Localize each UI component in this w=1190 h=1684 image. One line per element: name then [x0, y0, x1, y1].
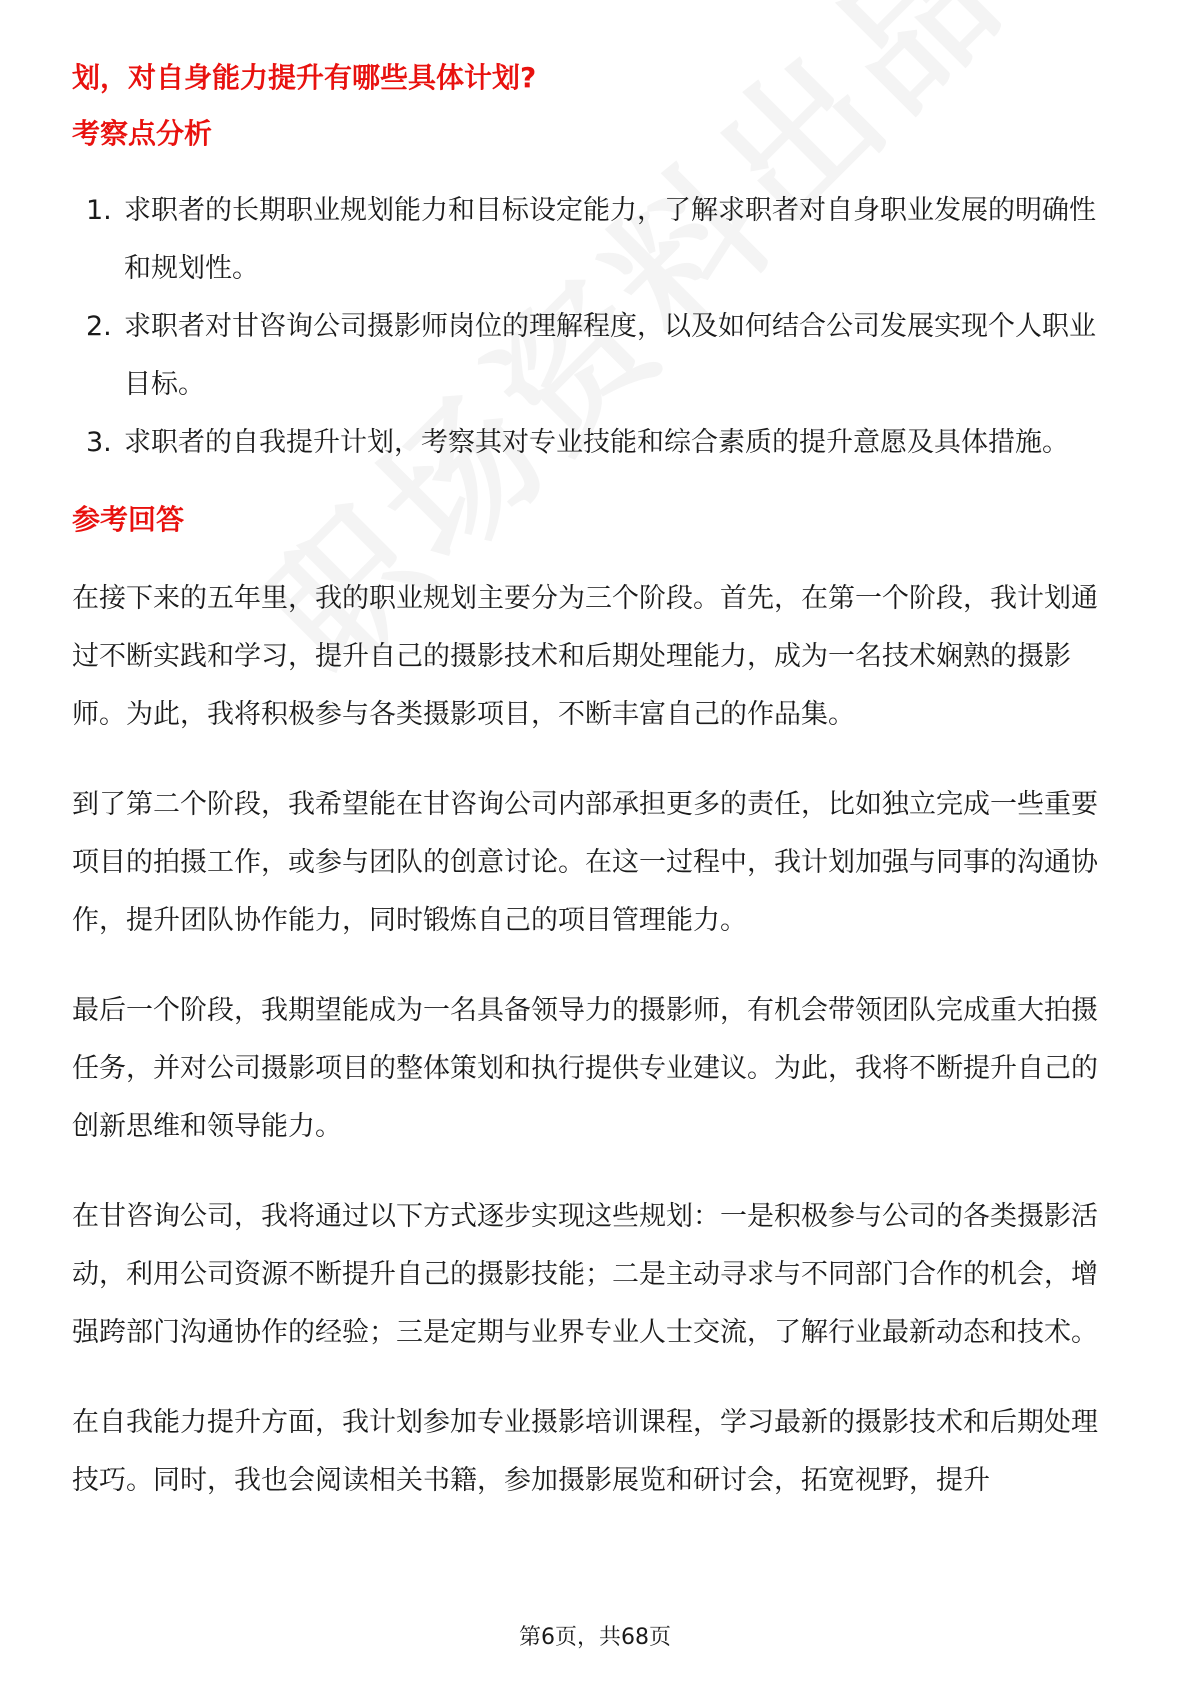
question-continuation: 划，对自身能力提升有哪些具体计划?: [72, 61, 537, 94]
answer-paragraph: 在甘咨询公司，我将通过以下方式逐步实现这些规划：一是积极参与公司的各类摄影活动，利用公司资源不断提升自己的摄影技能；二是主动寻求与不同部门合作的机会，增强跨部门沟通协作的经验；三是定期与业界专业人士交流，了解行业最新动态和技术。: [72, 1201, 1098, 1348]
list-item-text: 求职者对甘咨询公司摄影师岗位的理解程度，以及如何结合公司发展实现个人职业目标。: [124, 311, 1096, 400]
list-item-number: 3.: [86, 427, 112, 458]
list-item-text: 求职者的自我提升计划，考察其对专业技能和综合素质的提升意愿及具体措施。: [124, 427, 1069, 458]
page-number-footer: 第6页，共68页: [519, 1625, 671, 1650]
list-item-number: 2.: [86, 311, 112, 342]
list-item-number: 1.: [86, 195, 112, 226]
analysis-points-list: [72, 182, 1122, 472]
list-item-text: 求职者的长期职业规划能力和目标设定能力，了解求职者对自身职业发展的明确性和规划性。: [124, 195, 1096, 284]
answer-paragraph: 到了第二个阶段，我希望能在甘咨询公司内部承担更多的责任，比如独立完成一些重要项目的拍摄工作，或参与团队的创意讨论。在这一过程中，我计划加强与同事的沟通协作，提升团队协作能力，同时锻炼自己的项目管理能力。: [72, 789, 1098, 936]
list-item: [72, 298, 1122, 414]
list-item: [72, 414, 1122, 472]
page-content: [72, 58, 1122, 1510]
answer-paragraph: 在自我能力提升方面，我计划参加专业摄影培训课程，学习最新的摄影技术和后期处理技巧。同时，我也会阅读相关书籍，参加摄影展览和研讨会，拓宽视野，提升: [72, 1407, 1098, 1496]
analysis-heading: 考察点分析: [72, 117, 213, 150]
answer-paragraph: 在接下来的五年里，我的职业规划主要分为三个阶段。首先，在第一个阶段，我计划通过不断实践和学习，提升自己的摄影技术和后期处理能力，成为一名技术娴熟的摄影师。为此，我将积极参与各类摄影项目，不断丰富自己的作品集。: [72, 583, 1098, 730]
answer-body: [72, 570, 1122, 1510]
list-item: [72, 182, 1122, 298]
answer-heading: 参考回答: [72, 503, 185, 536]
answer-paragraph: 最后一个阶段，我期望能成为一名具备领导力的摄影师，有机会带领团队完成重大拍摄任务，并对公司摄影项目的整体策划和执行提供专业建议。为此，我将不断提升自己的创新思维和领导能力。: [72, 995, 1098, 1142]
